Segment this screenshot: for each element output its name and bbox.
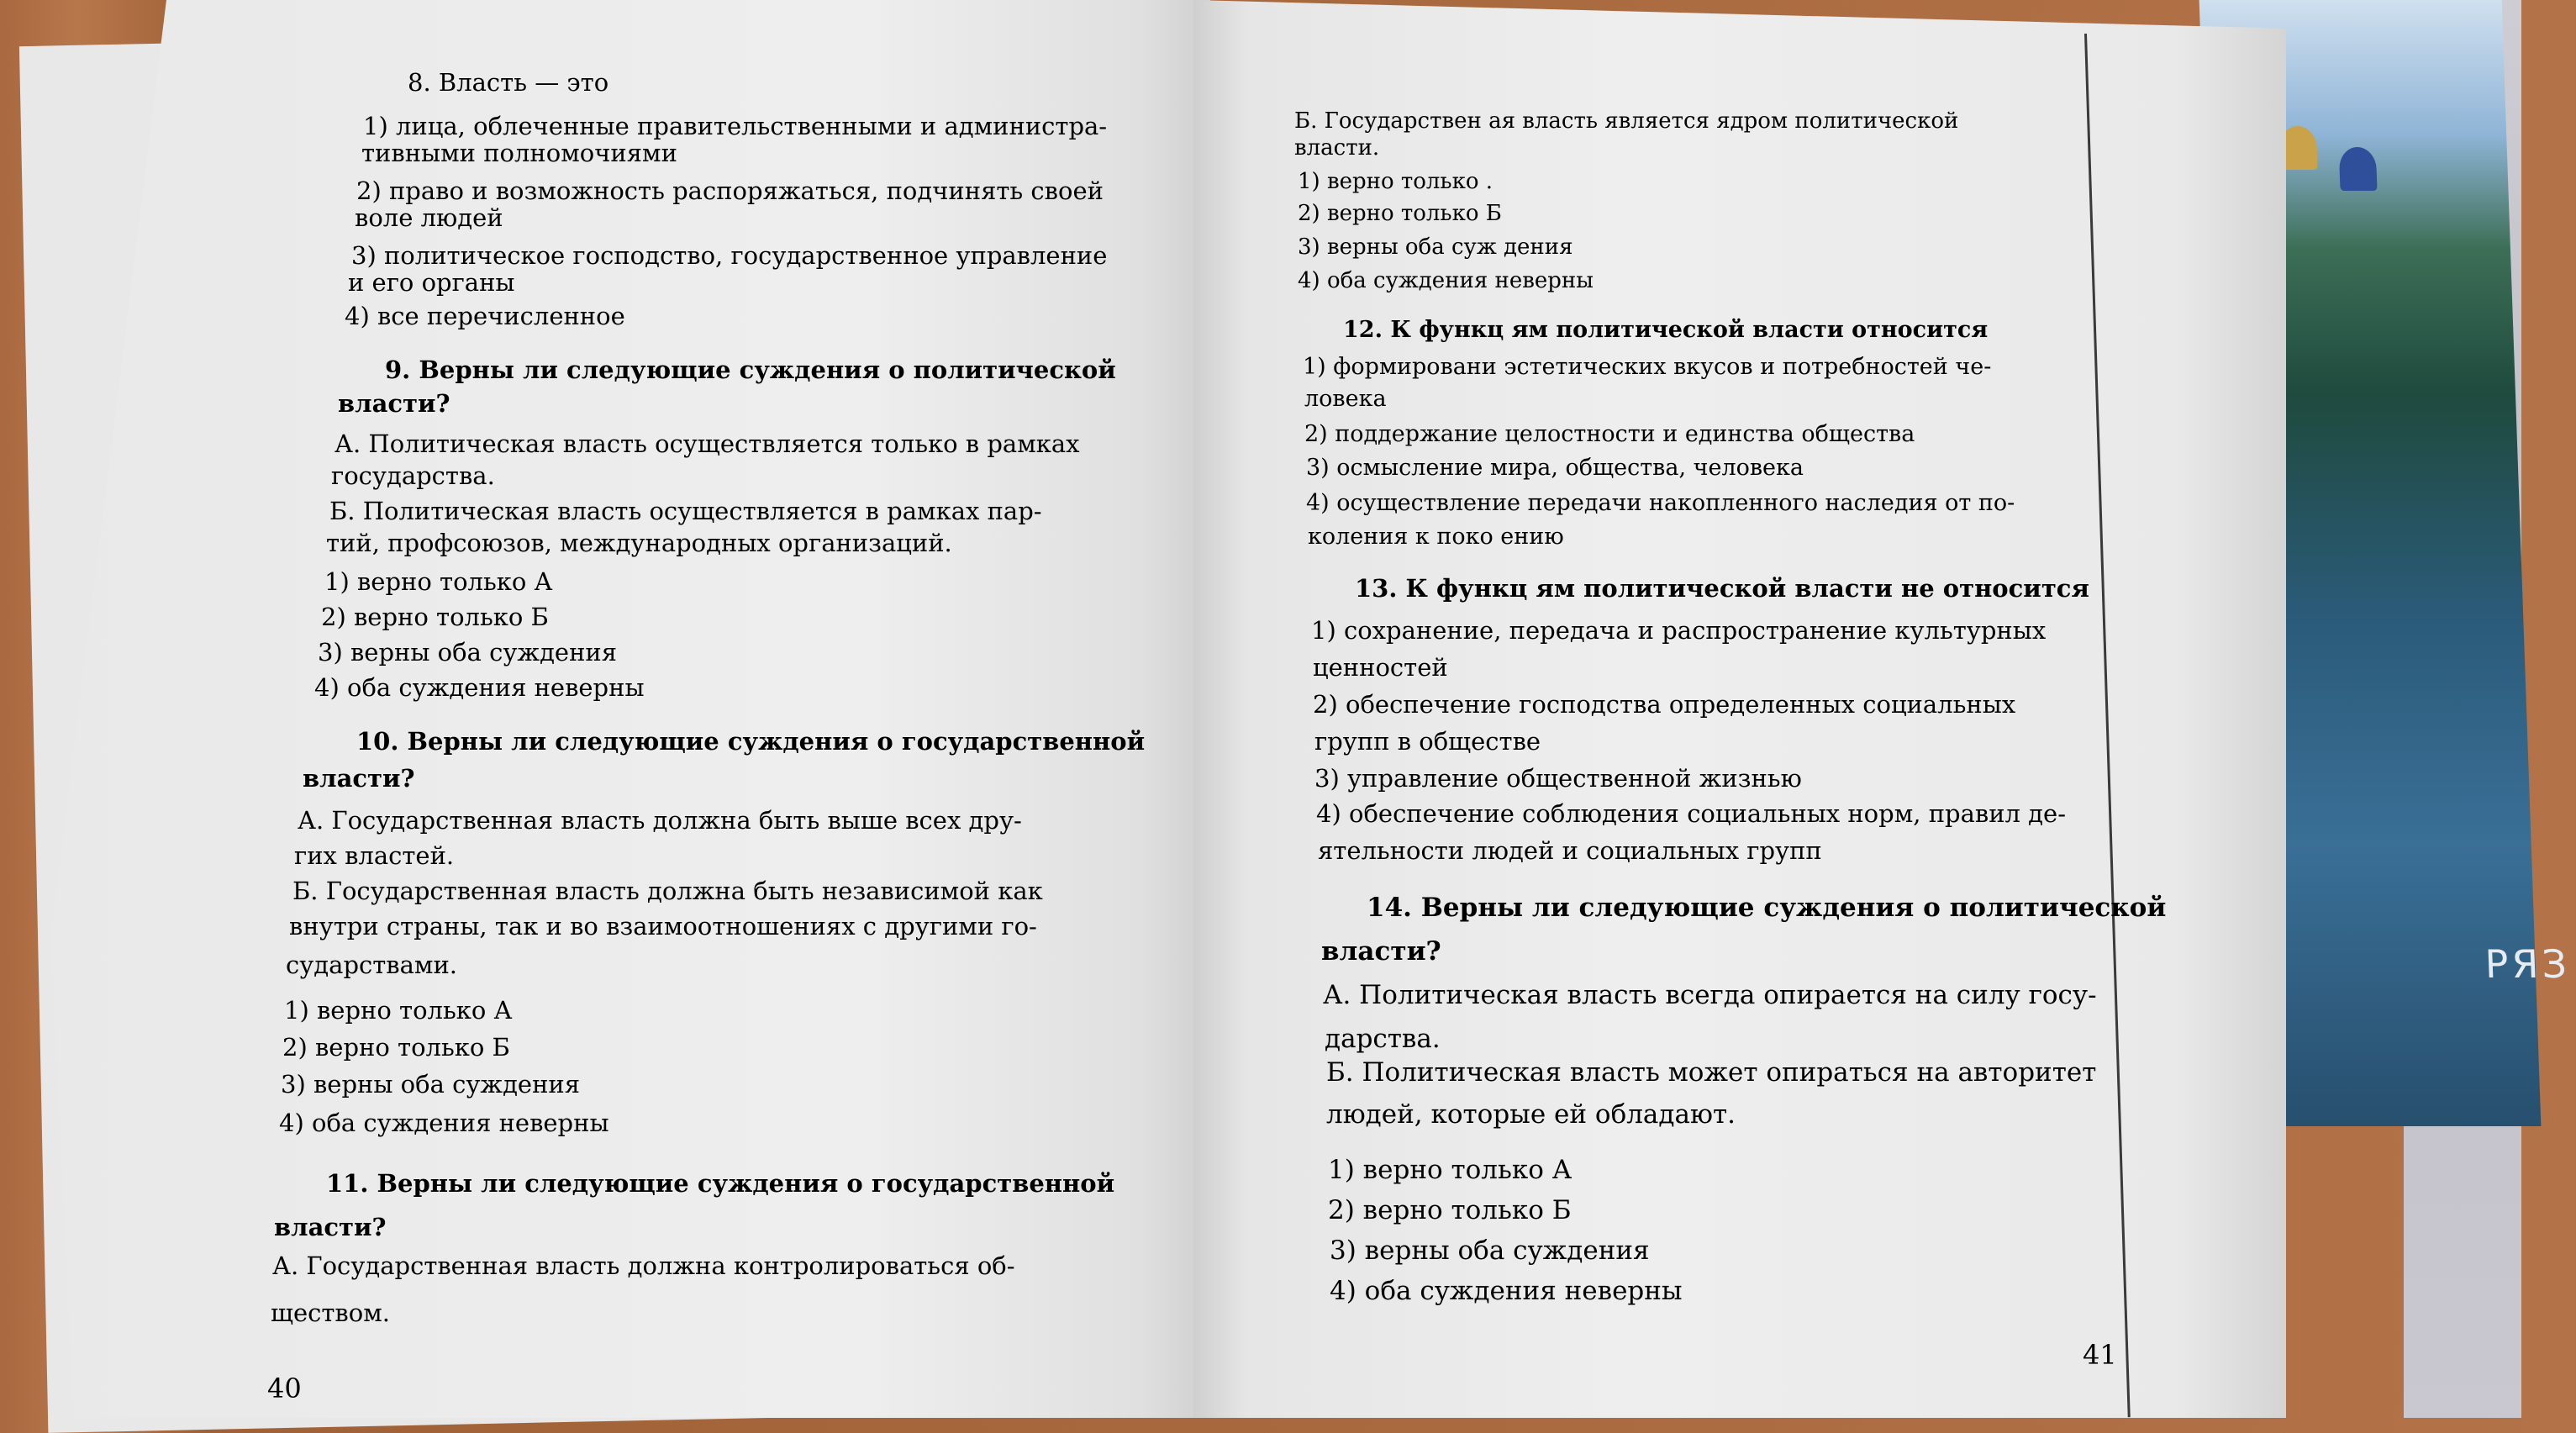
blue-dome xyxy=(2339,147,2378,191)
q13-opt2-cont: групп в обществе xyxy=(1314,727,1541,756)
q10-title-cont: власти? xyxy=(303,764,415,793)
page-number-left: 40 xyxy=(267,1372,302,1404)
q14-a-cont: дарства. xyxy=(1325,1024,1441,1054)
q13-title: 13. К функц ям политической власти не относится xyxy=(1355,574,2089,603)
q10-title: 10. Верны ли следующие суждения о государственной xyxy=(356,727,1146,756)
q13-opt2: 2) обеспечение господства определенных социальных xyxy=(1313,690,2016,719)
q11-title-cont: власти? xyxy=(274,1213,387,1241)
q10-opt4: 4) оба суждения неверны xyxy=(279,1109,609,1137)
q10-b: Б. Государственная власть должна быть независимой как xyxy=(292,877,1043,905)
q8-opt1-cont: тивными полномочиями xyxy=(361,139,677,167)
q9-opt3: 3) верны оба суждения xyxy=(318,638,618,666)
q14-title: 14. Верны ли следующие суждения о политической xyxy=(1367,893,2167,923)
q11-opt2: 2) верно только Б xyxy=(1298,201,1502,226)
q11-a-cont: ществом. xyxy=(271,1299,390,1327)
q8-opt1: 1) лица, облеченные правительственными и администра- xyxy=(363,112,1108,140)
q14-opt1: 1) верно только А xyxy=(1328,1155,1572,1185)
q13-opt1-cont: ценностей xyxy=(1313,653,1448,682)
q8-opt4: 4) все перечисленное xyxy=(345,302,625,330)
q8-opt2: 2) право и возможность распоряжаться, подчинять своей xyxy=(356,176,1104,205)
q14-b: Б. Политическая власть может опираться на авторитет xyxy=(1326,1057,2097,1088)
q10-opt3: 3) верны оба суждения xyxy=(281,1070,581,1098)
q10-a-cont: гих властей. xyxy=(294,841,455,870)
q14-opt2: 2) верно только Б xyxy=(1328,1195,1572,1225)
q14-title-cont: власти? xyxy=(1321,936,1441,967)
q13-opt3: 3) управление общественной жизнью xyxy=(1314,764,1802,793)
q10-b-cont: внутри страны, так и во взаимоотношениях с другими го- xyxy=(289,912,1037,940)
q12-opt3: 3) осмысление мира, общества, человека xyxy=(1306,455,1804,481)
q14-a: А. Политическая власть всегда опирается на силу госу- xyxy=(1323,980,2097,1010)
q9-opt4: 4) оба суждения неверны xyxy=(314,673,645,702)
q9-b: Б. Политическая власть осуществляется в рамках пар- xyxy=(329,497,1042,525)
q9-opt1: 1) верно только А xyxy=(324,567,553,596)
page-number-right: 41 xyxy=(2083,1339,2117,1371)
q9-b-cont: тий, профсоюзов, международных организаций. xyxy=(326,529,952,557)
q9-opt2: 2) верно только Б xyxy=(321,603,549,631)
q11-a: А. Государственная власть должна контролироваться об- xyxy=(272,1251,1015,1280)
q12-opt2: 2) поддержание целостности и единства общества xyxy=(1304,421,1915,447)
q13-opt4: 4) обеспечение соблюдения социальных норм, правил де- xyxy=(1316,799,2066,828)
q11-b-cont: власти. xyxy=(1294,135,1380,161)
q12-opt4: 4) осуществление передачи накопленного наследия от по- xyxy=(1306,490,2015,516)
q14-opt4: 4) оба суждения неверны xyxy=(1330,1276,1683,1306)
q11-b: Б. Государствен ая власть является ядром политической xyxy=(1294,108,1959,134)
q11-title: 11. Верны ли следующие суждения о государственной xyxy=(326,1169,1115,1198)
q14-b-cont: людей, которые ей обладают. xyxy=(1326,1099,1736,1130)
q12-opt1: 1) формировани эстетических вкусов и потребностей че- xyxy=(1303,354,1992,380)
q8-title: 8. Власть — это xyxy=(408,68,609,97)
q14-opt3: 3) верны оба суждения xyxy=(1330,1235,1650,1266)
q10-a: А. Государственная власть должна быть выше всех дру- xyxy=(298,806,1022,835)
q10-opt1: 1) верно только А xyxy=(284,996,513,1025)
q11-opt3: 3) верны оба суж дения xyxy=(1298,234,1573,260)
q8-opt3: 3) политическое господство, государственное управление xyxy=(351,241,1108,270)
q13-opt4-cont: ятельности людей и социальных групп xyxy=(1318,836,1822,865)
q13-opt1: 1) сохранение, передача и распространение культурных xyxy=(1311,616,2047,645)
q8-opt2-cont: воле людей xyxy=(355,203,503,232)
q9-title-cont: власти? xyxy=(338,389,450,418)
q10-b-cont2: сударствами. xyxy=(286,951,458,979)
q8-opt3-cont: и его органы xyxy=(348,268,515,297)
q12-title: 12. К функц ям политической власти относится xyxy=(1343,317,1989,343)
q9-a-cont: государства. xyxy=(331,461,495,490)
q12-opt4-cont: коления к поко ению xyxy=(1308,524,1564,550)
q11-opt4: 4) оба суждения неверны xyxy=(1298,268,1594,293)
book-cover-text: РЯЗ xyxy=(2484,941,2571,987)
q9-a: А. Политическая власть осуществляется только в рамках xyxy=(335,429,1080,458)
q10-opt2: 2) верно только Б xyxy=(282,1033,510,1062)
q12-opt1-cont: ловека xyxy=(1304,386,1387,412)
q11-opt1: 1) верно только . xyxy=(1298,169,1493,194)
q9-title: 9. Верны ли следующие суждения о политической xyxy=(385,356,1116,384)
